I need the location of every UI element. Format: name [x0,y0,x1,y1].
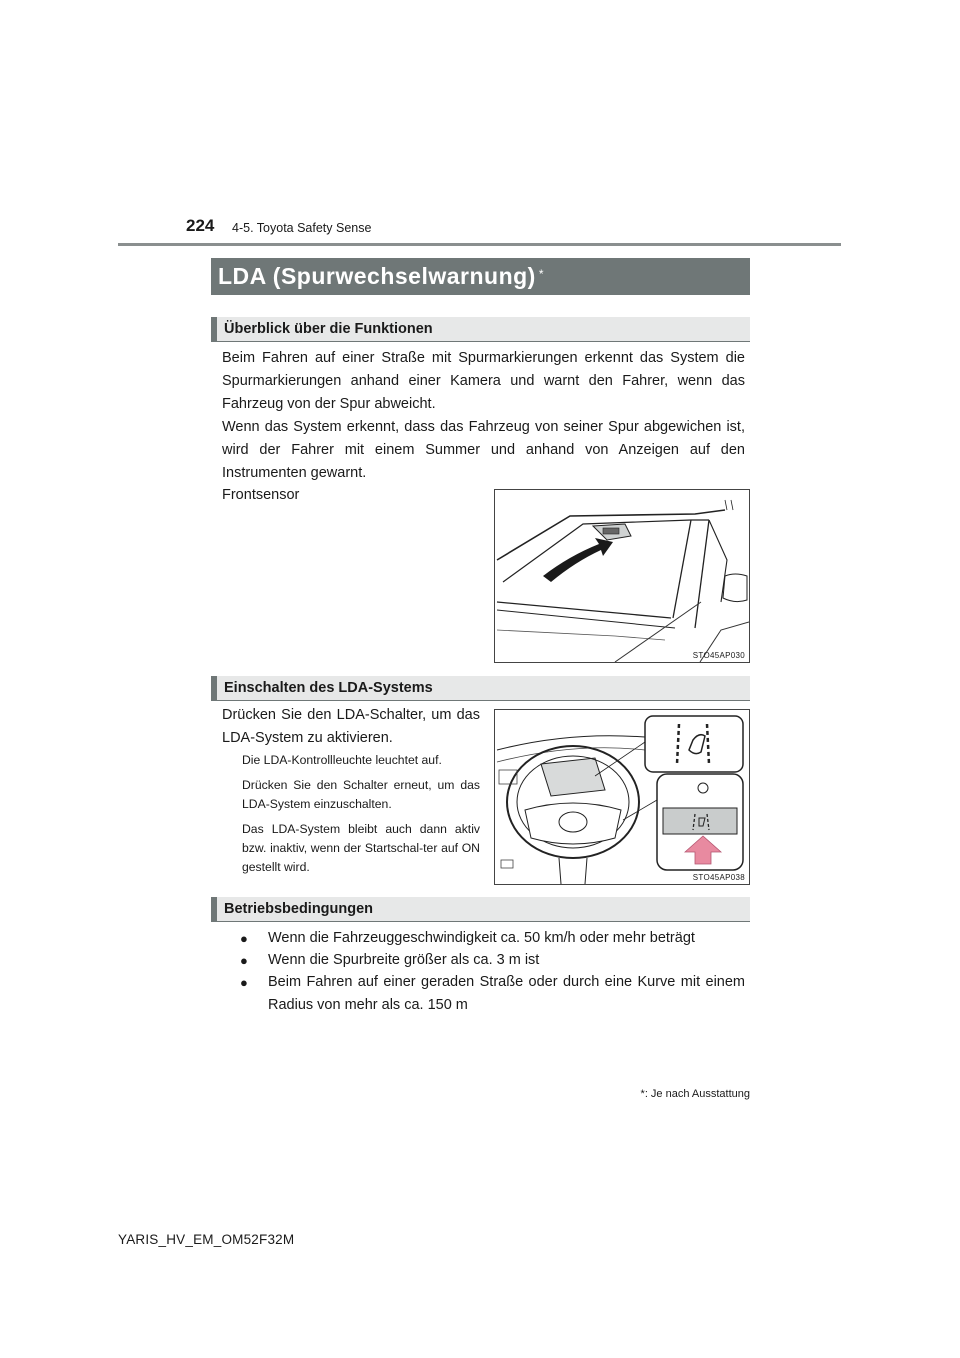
section-heading-conditions: Betriebsbedingungen [211,897,750,921]
bullet-icon: ● [240,953,248,968]
footnote-text: : Je nach Ausstattung [644,1088,750,1100]
windshield-illustration [495,490,749,662]
footnote-asterisk: * [640,1088,645,1100]
title-asterisk: * [538,266,545,281]
bullet-icon: ● [240,975,248,990]
list-item [240,971,745,1017]
overview-paragraph-1: Beim Fahren auf einer Straße mit Spurmarkierungen erkennt das System die Spurmarkierungen anhand einer Kamera und warnt den Fahrer, wenn das Fahrzeug von der Spur abweicht. [222,350,745,412]
page-title [211,258,750,295]
lda-switch-figure [494,709,750,885]
figure-code-1: STO45AP030 [692,651,745,660]
section-heading-activation: Einschalten des LDA-Systems [211,676,750,700]
page-title-text: LDA (Spurwechselwarnung) [218,263,536,289]
footnote [641,1088,750,1100]
activation-note-2: Drücken Sie den Schalter erneut, um das LDA-System einzuschalten. [242,778,480,811]
activation-note-1: Die LDA-Kontrollleuchte leuchtet auf. [242,753,442,767]
overview-paragraph-2: Wenn das System erkennt, dass das Fahrzeug von seiner Spur abgewichen ist, wird der Fahrer mit einem Summer und anhand von Anzeigen auf den Instrumenten gewarnt. [222,419,745,481]
condition-curve-radius: Beim Fahren auf einer geraden Straße oder durch eine Kurve mit einem Radius von mehr als ca. 150 m [268,974,745,1013]
dashboard-illustration [495,710,749,884]
activation-note-3: Das LDA-System bleibt auch dann aktiv bzw. inaktiv, wenn der Startschal-ter auf ON gestellt wird. [242,822,480,874]
activation-instruction: Drücken Sie den LDA-Schalter, um das LDA-System zu aktivieren. [222,707,480,746]
section-heading-overview: Überblick über die Funktionen [211,317,750,341]
document-code: YARIS_HV_EM_OM52F32M [118,1232,295,1247]
list-item [240,927,745,950]
bullet-icon: ● [240,931,248,946]
figure-code-2: STO45AP038 [692,873,745,882]
page-number: 224 [186,216,215,235]
header-rule [118,243,841,246]
condition-lane-width: Wenn die Spurbreite größer als ca. 3 m ist [268,952,540,968]
front-sensor-label: Frontsensor [222,487,300,503]
conditions-list [240,927,745,1017]
condition-speed: Wenn die Fahrzeuggeschwindigkeit ca. 50 km/h oder mehr beträgt [268,930,695,946]
front-sensor-figure [494,489,750,663]
list-item [240,949,745,972]
section-reference: 4-5. Toyota Safety Sense [232,221,372,235]
